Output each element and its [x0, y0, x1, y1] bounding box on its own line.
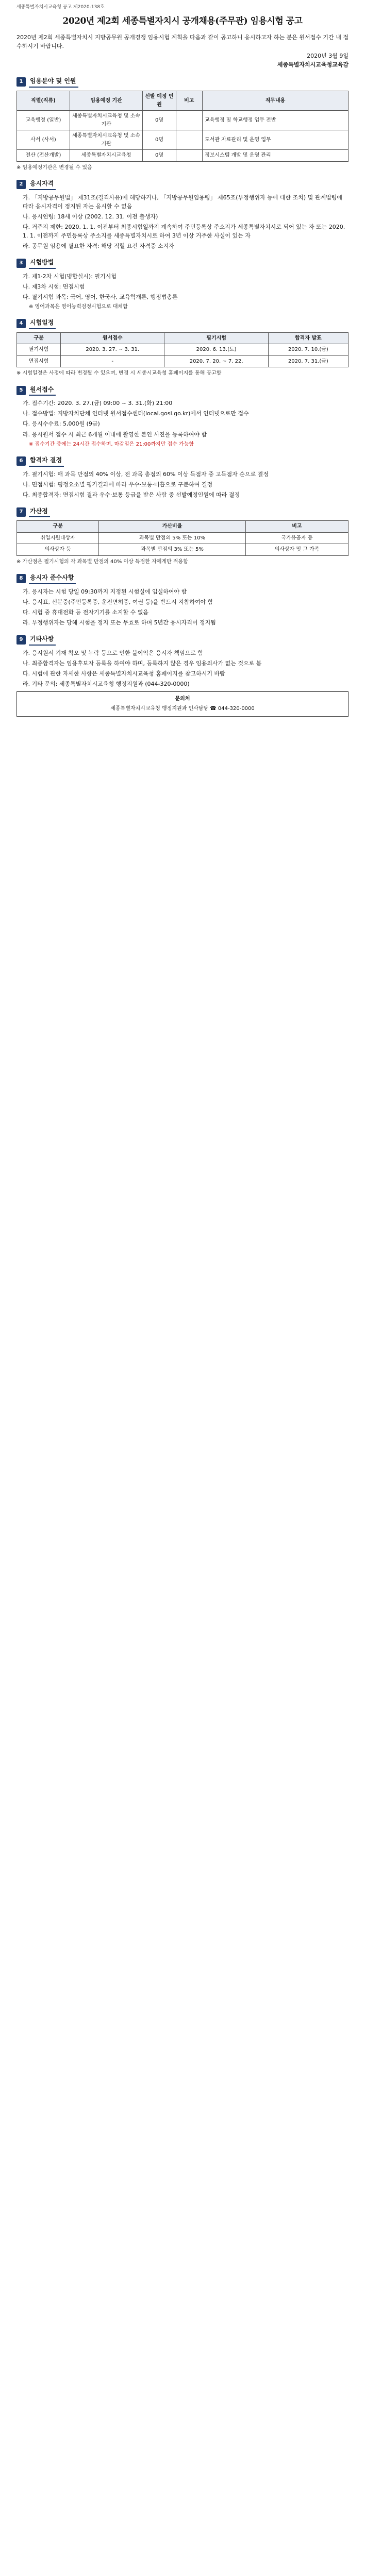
list-item: 나. 면접시험: 평정요소별 평가결과에 따라 우수·보통·미흡으로 구분하여 결정 [23, 481, 213, 488]
list-item: 가. 접수기간: 2020. 3. 27.(금) 09:00 ~ 3. 31.(화) 21:00 [23, 400, 173, 407]
table-cell: 0명 [143, 111, 176, 130]
section-8-header [16, 573, 349, 584]
list-item: 가. 제1·2차 시험(병합실시): 필기시험 [23, 273, 117, 280]
section-number: 4 [16, 319, 26, 328]
contact-title: 문의처 [175, 696, 190, 702]
list-item: 라. 응시원서 접수 시 최근 6개월 이내에 촬영한 본인 사진을 등록하여야 함 [23, 431, 207, 438]
warning-note: ※ 접수기간 중에는 24시간 접수하며, 마감일은 21:00까지만 접수 가능함 [29, 441, 194, 447]
list-item: 나. 최종합격자는 임용후보자 등록을 하여야 하며, 등록하지 않은 경우 임용의사가 없는 것으로 봄 [23, 659, 262, 667]
list-item: 가. 응시자는 시험 당일 09:30까지 지정된 시험실에 입실하여야 함 [23, 588, 187, 595]
table-cell: 교육행정 (일반) [17, 111, 70, 130]
section-number: 2 [16, 180, 26, 189]
list-item: 다. 시험 중 휴대전화 등 전자기기를 소지할 수 없음 [23, 609, 148, 616]
notice-issuer: 세종특별자치시교육청교육감 [277, 61, 349, 69]
table-row [17, 130, 349, 150]
section-number: 8 [16, 574, 26, 583]
list-item: 라. 부정행위자는 당해 시험을 정지 또는 무효로 하며 5년간 응시자격이 정지됨 [23, 619, 216, 626]
list-item: 가. 「지방공무원법」 제31조(결격사유)에 해당하거나, 「지방공무원임용령」 제65조(부정행위자 등에 대한 조치) 및 관계법령에 따라 응시자격이 정지된 자는 응시할 수 없음 [23, 194, 342, 210]
bonus-table [16, 520, 349, 556]
contact-box [16, 691, 349, 717]
table-row [17, 355, 349, 367]
table-header: 구분 [17, 521, 99, 533]
intro-text: 2020년 제2회 세종특별자치시 지방공무원 공개경쟁 임용시험 계획을 다음과 같이 공고하니 응시하고자 하는 분은 원서접수 기간 내 접수하시기 바랍니다. [16, 34, 349, 50]
table-cell: 도서관 자료관리 및 운영 업무 [203, 130, 349, 150]
section-6-header [16, 455, 349, 467]
list-item: 다. 시험에 관한 자세한 사항은 세종특별자치시교육청 홈페이지를 참고하시기 바람 [23, 670, 225, 677]
list-item: 다. 거주지 제한: 2020. 1. 1. 이전부터 최종시험일까지 계속하여 주민등록상 주소지가 세종특별자치시로 되어 있는 자 또는 2020. 1. 1. 이전까지 주민등록상 주소지를 세종특별자치시로 하여 3년 이상 거주한 사실이 있는 자 [23, 223, 345, 239]
table-cell: 국가유공자 등 [245, 532, 348, 544]
section-title: 기타사항 [29, 634, 56, 646]
table-cell [176, 150, 202, 162]
schedule-table [16, 332, 349, 368]
table-note: ※ 시험일정은 사정에 따라 변경될 수 있으며, 변경 시 세종시교육청 홈페이지를 통해 공고함 [16, 370, 222, 377]
table-row [17, 111, 349, 130]
table-cell: 세종특별자치시교육청 및 소속기관 [70, 130, 142, 150]
section-7-header [16, 506, 349, 518]
notice-date: 2020년 3월 9일 [307, 53, 349, 60]
table-header: 직무내용 [203, 91, 349, 111]
contact-text: 세종특별자치시교육청 행정지원과 인사담당 ☎ 044-320-0000 [110, 706, 255, 712]
section-title: 응시자 준수사항 [29, 573, 76, 584]
table-cell: 면접시험 [17, 355, 61, 367]
table-cell: 취업지원대상자 [17, 532, 99, 544]
section-note: ※ 영어과목은 영어능력검정시험으로 대체함 [29, 303, 128, 310]
list-item: 가. 응시원서 기재 착오 및 누락 등으로 인한 불이익은 응시자 책임으로 함 [23, 649, 204, 656]
table-cell: - [61, 355, 164, 367]
list-item: 나. 응시연령: 18세 이상 (2002. 12. 31. 이전 출생자) [23, 213, 158, 220]
section-number: 7 [16, 507, 26, 517]
section-title: 합격자 결정 [29, 455, 64, 467]
list-item: 가. 필기시험: 매 과목 만점의 40% 이상, 전 과목 총점의 60% 이상 득점자 중 고득점자 순으로 결정 [23, 470, 269, 478]
table-cell: 과목별 만점의 5% 또는 10% [99, 532, 246, 544]
table-header: 비고 [245, 521, 348, 533]
table-cell: 2020. 7. 10.(금) [268, 344, 348, 356]
section-title: 응시자격 [29, 179, 56, 190]
list-item: 다. 필기시험 과목: 국어, 영어, 한국사, 교육학개론, 행정법총론 [23, 293, 178, 300]
section-title: 원서접수 [29, 385, 56, 396]
table-header: 선발 예정 인원 [143, 91, 176, 111]
table-row [17, 344, 349, 356]
table-row [17, 532, 349, 544]
table-header: 원서접수 [61, 332, 164, 344]
section-4-header [16, 318, 349, 329]
table-cell: 사서 (사서) [17, 130, 70, 150]
table-header: 직렬(직류) [17, 91, 70, 111]
section-number: 1 [16, 77, 26, 87]
table-cell: 2020. 7. 31.(금) [268, 355, 348, 367]
table-cell: 의사상자 등 [17, 544, 99, 556]
table-header: 합격자 발표 [268, 332, 348, 344]
table-cell [176, 130, 202, 150]
section-title: 임용분야 및 인원 [29, 76, 78, 88]
section-2-header [16, 179, 349, 190]
section-number: 6 [16, 456, 26, 466]
section-9-header [16, 634, 349, 646]
section-1-header [16, 76, 349, 88]
list-item: 다. 응시수수료: 5,000원 (9급) [23, 420, 100, 428]
table-cell: 세종특별자치시교육청 [70, 150, 142, 162]
table-cell: 2020. 7. 20. ~ 7. 22. [164, 355, 268, 367]
table-header: 비고 [176, 91, 202, 111]
notice-page [8, 0, 357, 732]
table-cell: 교육행정 및 학교행정 업무 전반 [203, 111, 349, 130]
table-row [17, 150, 349, 162]
table-row [17, 544, 349, 556]
section-title: 시험방법 [29, 258, 56, 269]
table-cell: 0명 [143, 150, 176, 162]
table-cell: 필기시험 [17, 344, 61, 356]
table-cell: 전산 (전산개발) [17, 150, 70, 162]
section-3-header [16, 258, 349, 269]
list-item: 라. 공무원 임용에 필요한 자격: 해당 직렬 요건 자격증 소지자 [23, 242, 174, 249]
table-header: 구분 [17, 332, 61, 344]
table-cell: 과목별 만점의 3% 또는 5% [99, 544, 246, 556]
list-item: 나. 접수방법: 지방자치단체 인터넷 원서접수센터(local.gosi.go.kr)에서 인터넷으로만 접수 [23, 410, 249, 417]
section-title: 가산점 [29, 506, 50, 518]
notice-number: 세종특별자치시교육청 공고 제2020-138호 [16, 5, 105, 10]
table-header: 필기시험 [164, 332, 268, 344]
section-5-header [16, 385, 349, 396]
page-title: 2020년 제2회 세종특별자치시 공개채용(주무관) 임용시험 공고 [62, 15, 303, 26]
recruit-table [16, 91, 349, 162]
table-note: ※ 가산점은 필기시험의 각 과목별 만점의 40% 이상 득점한 자에게만 적용함 [16, 558, 188, 565]
table-header: 임용예정 기관 [70, 91, 142, 111]
table-cell: 세종특별자치시교육청 및 소속기관 [70, 111, 142, 130]
list-item: 다. 최종합격자: 면접시험 결과 우수·보통 등급을 받은 사람 중 선발예정인원에 따라 결정 [23, 491, 240, 498]
section-number: 3 [16, 259, 26, 268]
table-note: ※ 임용예정기관은 변경될 수 있음 [16, 164, 92, 171]
table-cell: 정보시스템 개발 및 운영 관리 [203, 150, 349, 162]
table-header: 가산비율 [99, 521, 246, 533]
table-cell: 2020. 6. 13.(토) [164, 344, 268, 356]
section-number: 9 [16, 635, 26, 645]
table-cell: 0명 [143, 130, 176, 150]
list-item: 라. 기타 문의: 세종특별자치시교육청 행정지원과 (044-320-0000) [23, 680, 190, 687]
list-item: 나. 제3차 시험: 면접시험 [23, 283, 85, 290]
list-item: 나. 응시표, 신분증(주민등록증, 운전면허증, 여권 등)을 반드시 지참하여야 함 [23, 599, 213, 606]
table-cell: 의사상자 및 그 가족 [245, 544, 348, 556]
section-title: 시험일정 [29, 318, 56, 329]
table-cell: 2020. 3. 27. ~ 3. 31. [61, 344, 164, 356]
table-cell [176, 111, 202, 130]
section-number: 5 [16, 386, 26, 395]
